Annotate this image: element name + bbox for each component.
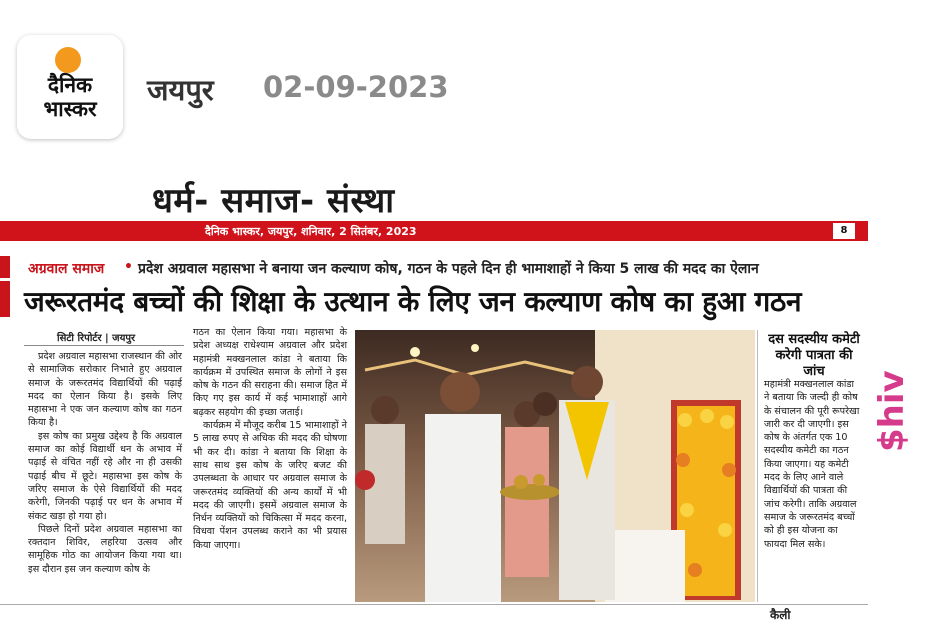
article-column-1 (28, 350, 182, 576)
paragraph: पिछले दिनों प्रदेश अग्रवाल महासभा का रक्तदान शिविर, लहरिया उत्सव और सामूहिक गोठ का आयोजन किया गया था। इस दौरान इस जन कल्याण कोष के (28, 523, 182, 575)
article-headline: जरूरतमंद बच्चों की शिक्षा के उत्थान के लिए जन कल्याण कोष का हुआ गठन (24, 285, 802, 318)
sun-icon (55, 47, 81, 73)
headline-marker (0, 281, 10, 317)
article-kicker: अग्रवाल समाज (28, 261, 105, 277)
article-subheadline: प्रदेश अग्रवाल महासभा ने बनाया जन कल्याण कोष, गठन के पहले दिन ही भामाशाहों ने किया 5 लाख की मदद का ऐलान (138, 261, 759, 277)
page-rule (0, 604, 868, 605)
article-column-2 (193, 326, 347, 552)
column-divider (757, 330, 758, 602)
edition-city: जयपुर (147, 73, 214, 107)
watermark-signature: $hiv (872, 370, 912, 452)
byline-rule (24, 345, 184, 346)
kicker-bullet: • (124, 259, 133, 275)
sidebar-body: महामंत्री मक्खनलाल कांडा ने बताया कि जल्दी ही कोष के संचालन की पूरी रूपरेखा जारी कर दी जाएगी। इस कोष के अंतर्गत एक 10 सदस्यीय कमेटी का गठन किया जाएगा। यह कमेटी मदद के लिए आने वाले विद्यार्थियों की पात्रता की जांच करेगी। ताकि अग्रवाल समाज के जरूरतमंद बच्चों को ही इस योजना का फायदा मिल सके। (764, 379, 860, 550)
page-number: 8 (833, 223, 855, 239)
continued-text: कैली (770, 608, 791, 622)
paragraph: गठन का ऐलान किया गया। महासभा के प्रदेश अध्यक्ष राधेश्याम अग्रवाल और प्रदेश महामंत्री मक्खनलाल कांडा ने बताया कि कार्यक्रम में उपस्थित समाज के लोगों ने इस कोष के गठन की सराहना की। समाज हित में किए गए इस कार्य में कई भामाशाहों आगे बढ़कर सहयोग की इच्छा जताई। (193, 327, 347, 418)
paragraph: प्रदेश अग्रवाल महासभा राजस्थान की ओर से सामाजिक सरोकार निभाते हुए अग्रवाल समाज के जरूरतमंद विद्यार्थियों की पढ़ाई मदद का ऐलान किया है। इसके लिए महासभा ने एक जन कल्याण कोष का गठन किया है। (28, 351, 182, 429)
sidebar-headline: दस सदस्यीय कमेटी करेगी पात्रता की जांच (768, 332, 860, 379)
edition-date: 02-09-2023 (263, 70, 449, 104)
logo-line2: भास्कर (43, 97, 97, 121)
news-photo (355, 330, 755, 602)
byline: सिटी रिपोर्टर | जयपुर (57, 333, 136, 344)
paragraph: इस कोष का प्रमुख उद्देश्य है कि अग्रवाल समाज का कोई विद्यार्थी धन के अभाव में पढ़ाई से वंचित नहीं रहे और ना ही उसकी पढ़ाई बीच में छूटे। महासभा इस कोष के जरिए समाज के ऐसे विद्यार्थियों की मदद करेगी, जिनकी पढ़ाई पर धन के अभाव में संकट खड़ा हो गया हो। (28, 430, 182, 522)
kicker-marker (0, 256, 10, 278)
newspaper-band (0, 221, 868, 241)
logo-line1: दैनिक (47, 73, 93, 97)
band-text: दैनिक भास्कर, जयपुर, शनिवार, 2 सितंबर, 2023 (205, 225, 417, 238)
section-title: धर्म- समाज- संस्था (152, 181, 395, 221)
paragraph: कार्यक्रम में मौजूद करीब 15 भामाशाहों ने 5 लाख रुपए से अधिक की मदद की घोषणा भी कर दी। कांडा ने बताया कि शिक्षा के साथ साथ इस कोष के जरिए बजट की उपलब्धता के आधार पर अग्रवाल समाज के जरूरतमंद व्यक्तियों की अन्य कार्यों में भी मदद की जाएगी। इसमें अग्रवाल समाज के निर्धन व्यक्तियों को चिकित्सा में मदद करना, विधवा पेंशन उपलब्ध कराने का भी प्रयास किया जाएगा। (193, 420, 347, 551)
